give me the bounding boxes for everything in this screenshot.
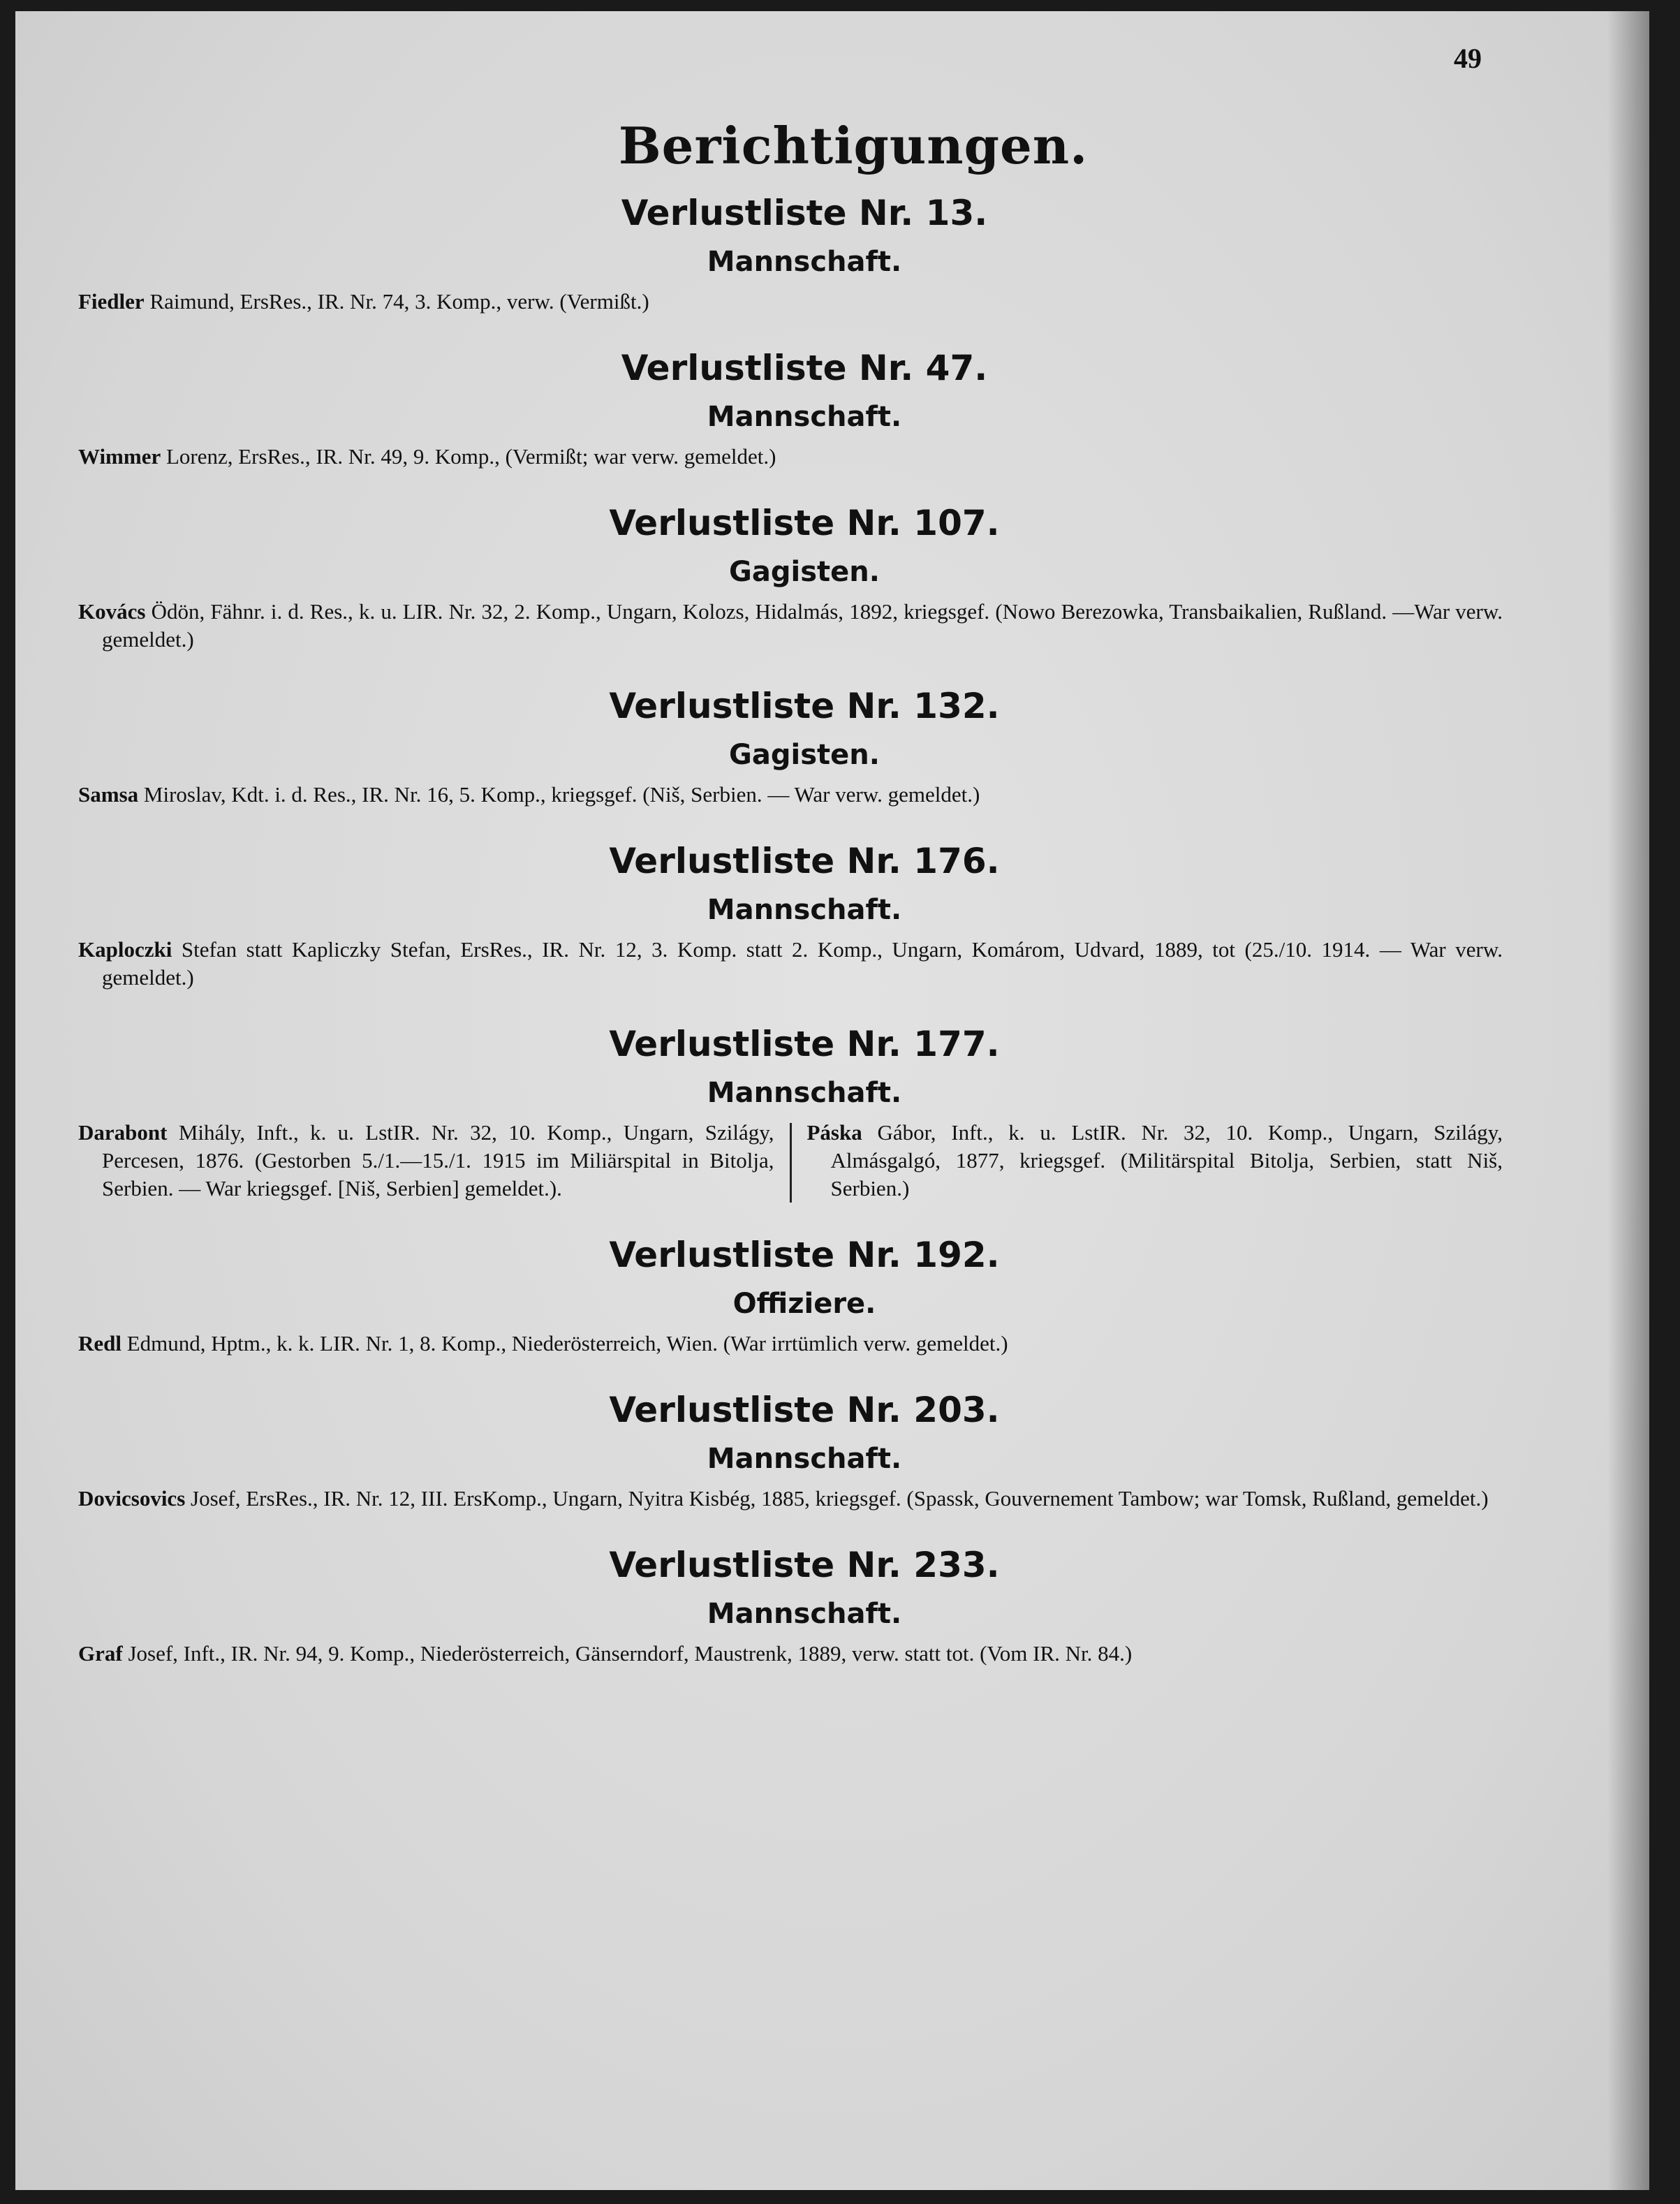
section-heading: Verlustliste Nr. 233. <box>609 1545 1000 1585</box>
section-177 <box>78 1024 1503 1203</box>
section-132 <box>78 686 1503 809</box>
entry <box>78 781 1503 809</box>
entry-text: Ödön, Fähnr. i. d. Res., k. u. LIR. Nr. 32, 2. Komp., Ungarn, Kolozs, Hidalmás, 1892, kriegsgef. (Nowo Berezowka, Transbaikalien, Rußland. —War verw. gemeldet.) <box>102 599 1503 652</box>
section-233 <box>78 1545 1503 1668</box>
section-category: Mannschaft. <box>707 1443 902 1475</box>
entry <box>78 936 1503 992</box>
section-13 <box>78 193 1503 316</box>
section-heading: Verlustliste Nr. 203. <box>609 1390 1000 1430</box>
section-category: Offiziere. <box>732 1288 876 1320</box>
entry-name: Kovács <box>78 599 146 624</box>
entry <box>78 288 1503 316</box>
corrections-list <box>78 193 1503 1700</box>
section-category: Mannschaft. <box>707 1077 902 1109</box>
entry-text: Josef, Inft., IR. Nr. 94, 9. Komp., Niederösterreich, Gänserndorf, Maustrenk, 1889, verw. statt tot. (Vom IR. Nr. 84.) <box>128 1641 1133 1666</box>
entry <box>78 1640 1503 1668</box>
entry-right <box>807 1119 1503 1203</box>
entry-name: Kaploczki <box>78 937 172 962</box>
entry-name: Páska <box>806 1120 862 1145</box>
entry-name: Wimmer <box>78 444 161 469</box>
entry <box>78 443 1503 471</box>
entry <box>78 598 1503 654</box>
section-192 <box>78 1235 1503 1358</box>
section-heading: Verlustliste Nr. 47. <box>621 348 988 388</box>
section-category: Mannschaft. <box>707 401 902 433</box>
section-47 <box>78 348 1503 471</box>
section-heading: Verlustliste Nr. 176. <box>609 841 1000 881</box>
entry-name: Dovicsovics <box>78 1486 186 1511</box>
section-category: Mannschaft. <box>707 894 902 926</box>
section-heading: Verlustliste Nr. 13. <box>621 193 988 233</box>
section-heading: Verlustliste Nr. 107. <box>609 503 1000 543</box>
entry-name: Darabont <box>78 1120 168 1145</box>
section-203 <box>78 1390 1503 1513</box>
page-number: 49 <box>1454 43 1482 74</box>
entry-text: Gábor, Inft., k. u. LstIR. Nr. 32, 10. Komp., Ungarn, Szilágy, Almásgalgó, 1877, kriegsgef. (Militärspital Bitolja, Serbien, statt Niš, Serbien.) <box>830 1120 1503 1200</box>
section-category: Gagisten. <box>729 556 880 588</box>
entry-text: Edmund, Hptm., k. k. LIR. Nr. 1, 8. Komp., Niederösterreich, Wien. (War irrtümlich verw. gemeldet.) <box>126 1331 1008 1356</box>
entry-text: Miroslav, Kdt. i. d. Res., IR. Nr. 16, 5. Komp., kriegsgef. (Niš, Serbien. — War verw. gemeldet.) <box>143 782 980 807</box>
entry-name: Redl <box>78 1331 121 1356</box>
document-page <box>15 11 1649 2190</box>
entry-text: Raimund, ErsRes., IR. Nr. 74, 3. Komp., verw. (Vermißt.) <box>149 289 649 314</box>
section-heading: Verlustliste Nr. 192. <box>609 1235 1000 1275</box>
entry <box>78 1330 1503 1358</box>
section-category: Gagisten. <box>729 739 880 771</box>
entry-text: Mihály, Inft., k. u. LstIR. Nr. 32, 10. Komp., Ungarn, Szilágy, Percesen, 1876. (Gestorben 5./1.—15./1. 1915 im Miliärspital in Bitolja, Serbien. — War kriegsgef. [Niš, Serbien] gemeldet.). <box>102 1120 774 1200</box>
entry-name: Graf <box>78 1641 123 1666</box>
entry-text: Stefan statt Kapliczky Stefan, ErsRes., IR. Nr. 12, 3. Komp. statt 2. Komp., Ungarn, Komárom, Udvard, 1889, tot (25./10. 1914. — War verw. gemeldet.) <box>102 937 1503 990</box>
section-category: Mannschaft. <box>707 246 902 278</box>
page-title: Berichtigungen. <box>618 116 1089 175</box>
entry <box>78 1485 1503 1513</box>
entry-text: Josef, ErsRes., IR. Nr. 12, III. ErsKomp., Ungarn, Nyitra Kisbég, 1885, kriegsgef. (Spassk, Gouvernement Tambow; war Tomsk, Rußland, gemeldet.) <box>191 1486 1489 1511</box>
entry-left <box>78 1119 774 1203</box>
two-column-entries <box>78 1119 1503 1203</box>
section-category: Mannschaft. <box>707 1598 902 1630</box>
entry-name: Fiedler <box>78 289 145 314</box>
column-divider <box>790 1123 792 1203</box>
section-107 <box>78 503 1503 654</box>
section-176 <box>78 841 1503 992</box>
page-edge-shadow <box>1607 11 1649 2190</box>
entry-name: Samsa <box>78 782 139 807</box>
section-heading: Verlustliste Nr. 132. <box>609 686 1000 726</box>
entry-text: Lorenz, ErsRes., IR. Nr. 49, 9. Komp., (Vermißt; war verw. gemeldet.) <box>165 444 776 469</box>
section-heading: Verlustliste Nr. 177. <box>609 1024 1000 1064</box>
